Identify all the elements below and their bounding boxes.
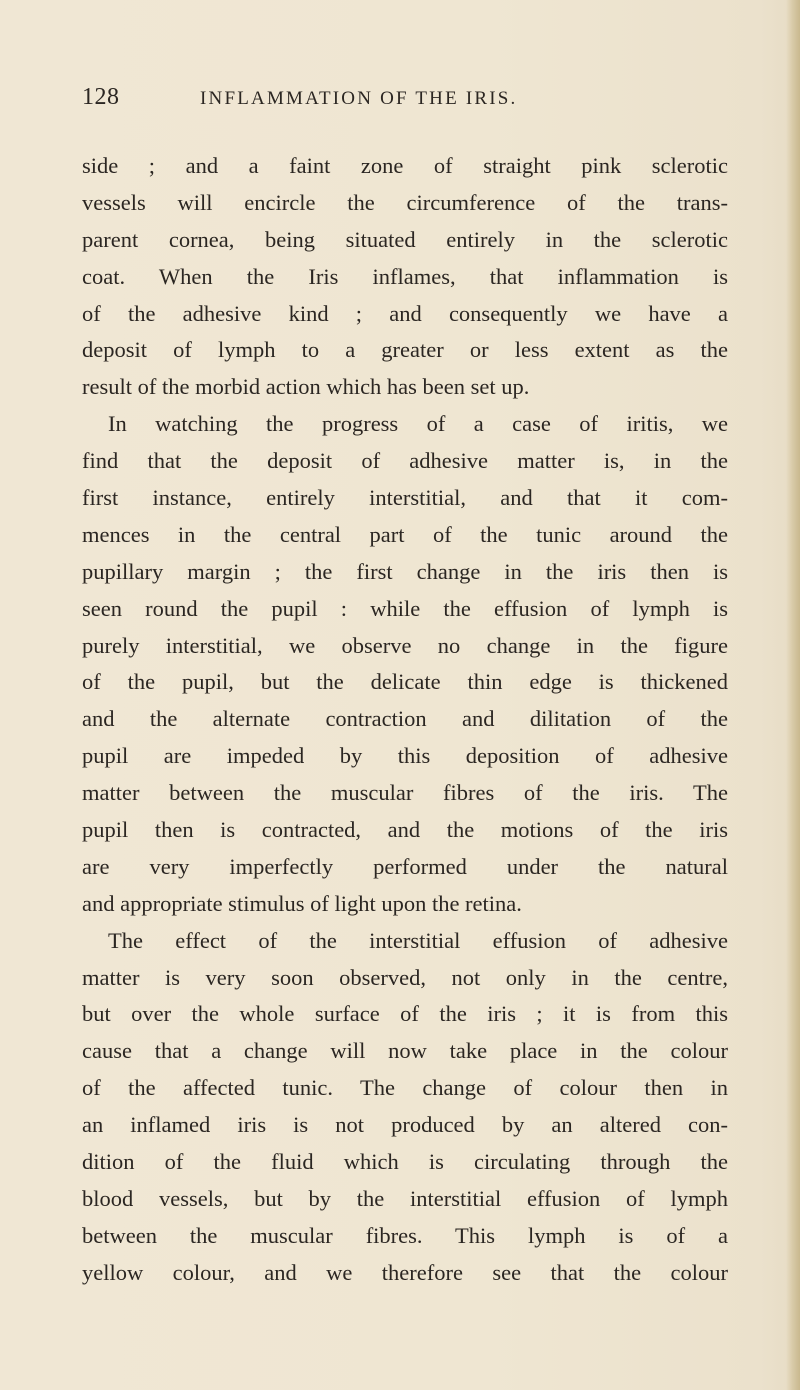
text-line: matter between the muscular fibres of the iris. The	[82, 780, 728, 806]
running-head: INFLAMMATION OF THE IRIS.	[200, 88, 518, 109]
text-line: pupil then is contracted, and the motions of the iris	[82, 817, 728, 843]
text-line: The effect of the interstitial effusion of adhesive	[108, 927, 728, 953]
text-line: yellow colour, and we therefore see that the colour	[82, 1259, 728, 1285]
text-line: seen round the pupil : while the effusion of lymph is	[82, 595, 728, 621]
text-line: find that the deposit of adhesive matter is, in the	[82, 448, 728, 474]
text-line: between the muscular fibres. This lymph is of a	[82, 1222, 728, 1248]
text-line: of the affected tunic. The change of colour then in	[82, 1075, 728, 1101]
text-line: of the adhesive kind ; and consequently we have a	[82, 300, 728, 326]
body-text	[82, 148, 728, 1292]
page-header	[82, 84, 742, 120]
text-line: parent cornea, being situated entirely in the sclerotic	[82, 226, 728, 252]
text-line: pupillary margin ; the first change in the iris then is	[82, 558, 728, 584]
text-line: are very imperfectly performed under the natural	[82, 853, 728, 879]
text-line: matter is very soon observed, not only in the centre,	[82, 964, 728, 990]
text-line: result of the morbid action which has been set up.	[82, 374, 530, 400]
text-line: and appropriate stimulus of light upon the retina.	[82, 890, 522, 916]
text-line: deposit of lymph to a greater or less extent as the	[82, 337, 728, 363]
page-number: 128	[82, 84, 120, 110]
text-line: of the pupil, but the delicate thin edge is thickened	[82, 669, 728, 695]
text-line: vessels will encircle the circumference of the trans-	[82, 189, 728, 215]
text-line: mences in the central part of the tunic around the	[82, 521, 728, 547]
page-edge-shadow	[786, 0, 800, 1390]
text-line: dition of the fluid which is circulating through the	[82, 1149, 728, 1175]
text-line: first instance, entirely interstitial, and that it com-	[82, 485, 728, 511]
text-line: coat. When the Iris inflames, that inflammation is	[82, 263, 728, 289]
text-line: an inflamed iris is not produced by an altered con-	[82, 1112, 728, 1138]
text-line: but over the whole surface of the iris ; it is from this	[82, 1001, 728, 1027]
text-line: side ; and a faint zone of straight pink sclerotic	[82, 153, 728, 178]
text-line: pupil are impeded by this deposition of adhesive	[82, 743, 728, 769]
text-line: purely interstitial, we observe no change in the figure	[82, 632, 728, 658]
text-line: and the alternate contraction and dilitation of the	[82, 706, 728, 732]
text-line: In watching the progress of a case of iritis, we	[108, 411, 728, 437]
text-line: blood vessels, but by the interstitial effusion of lymph	[82, 1185, 728, 1211]
text-line: cause that a change will now take place in the colour	[82, 1038, 728, 1064]
